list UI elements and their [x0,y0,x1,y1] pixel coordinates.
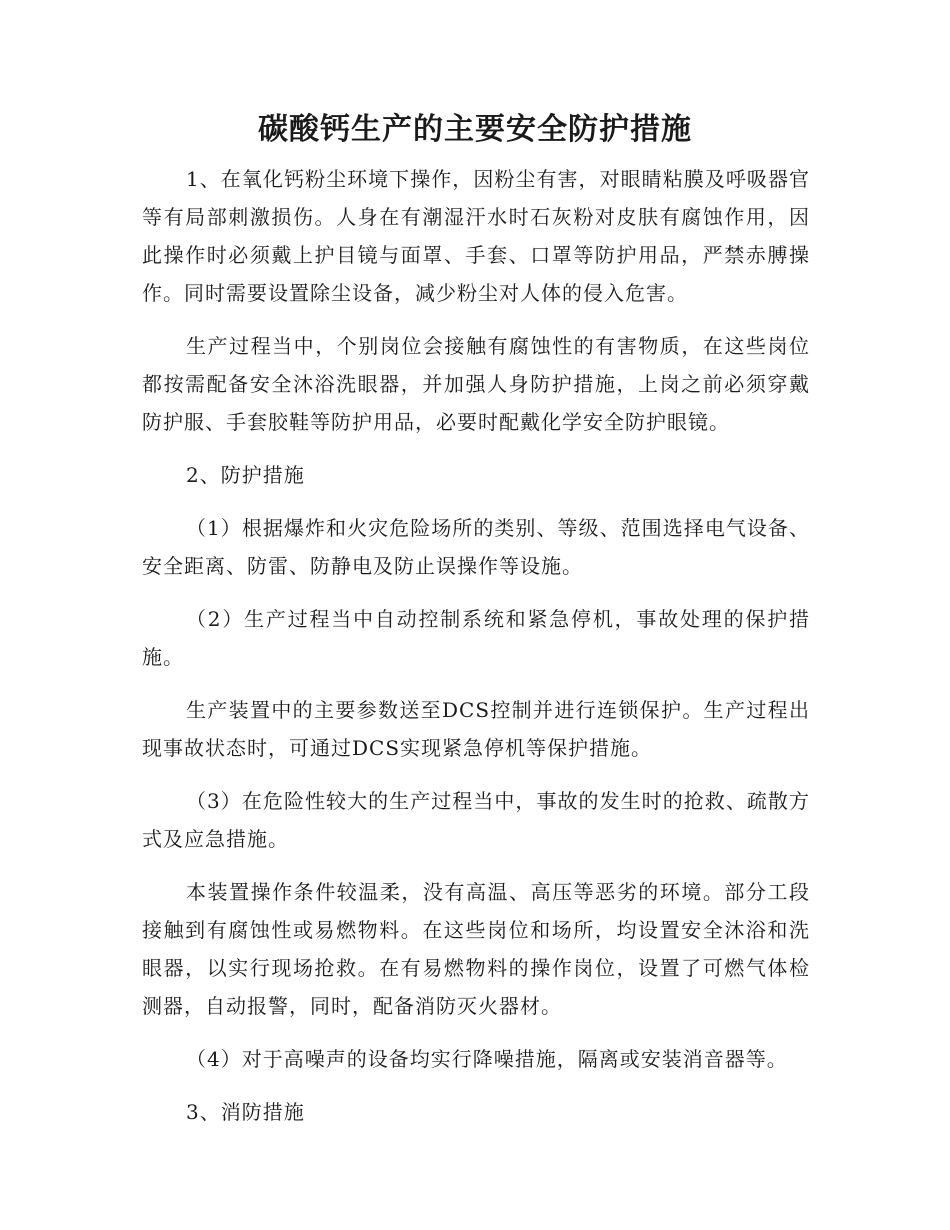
paragraph-item-2: （2）生产过程当中自动控制系统和紧急停机，事故处理的保护措施。 [142,607,810,669]
paragraph-operating-conditions: 本装置操作条件较温柔，没有高温、高压等恶劣的环境。部分工段接触到有腐蚀性或易燃物料。在这些岗位和场所，均设置安全沐浴和洗眼器，以实行现场抢救。在有易燃物料的操作岗位，设置了可燃气体检测器，自动报警，同时，配备消防灭火器材。 [142,880,810,1018]
paragraph-dust-protection: 1、在氧化钙粉尘环境下操作，因粉尘有害，对眼睛粘膜及呼吸器官等有局部刺激损伤。人身在有潮湿汗水时石灰粉对皮肤有腐蚀作用，因此操作时必须戴上护目镜与面罩、手套、口罩等防护用品，严禁赤膊操作。同时需要设置除尘设备，减少粉尘对人体的侵入危害。 [142,167,810,305]
paragraph-dcs-control: 生产装置中的主要参数送至DCS控制并进行连锁保护。生产过程出现事故状态时，可通过DCS实现紧急停机等保护措施。 [142,698,810,760]
paragraph-corrosive-protection: 生产过程当中，个别岗位会接触有腐蚀性的有害物质，在这些岗位都按需配备安全沐浴洗眼器，并加强人身防护措施，上岗之前必须穿戴防护服、手套胶鞋等防护用品，必要时配戴化学安全防护眼镜。 [142,334,810,434]
document-body [142,160,810,1146]
paragraph-item-3: （3）在危险性较大的生产过程当中，事故的发生时的抢救、疏散方式及应急措施。 [142,789,810,851]
paragraph-item-1: （1）根据爆炸和火灾危险场所的类别、等级、范围选择电气设备、安全距离、防雷、防静电及防止误操作等设施。 [142,516,810,578]
section-heading-fire-measures: 3、消防措施 [186,1100,305,1124]
document-title: 碳酸钙生产的主要安全防护措施 [258,112,692,147]
paragraph-item-4: （4）对于高噪声的设备均实行降噪措施，隔离或安装消音器等。 [186,1047,788,1071]
section-heading-protective-measures: 2、防护措施 [186,463,305,487]
